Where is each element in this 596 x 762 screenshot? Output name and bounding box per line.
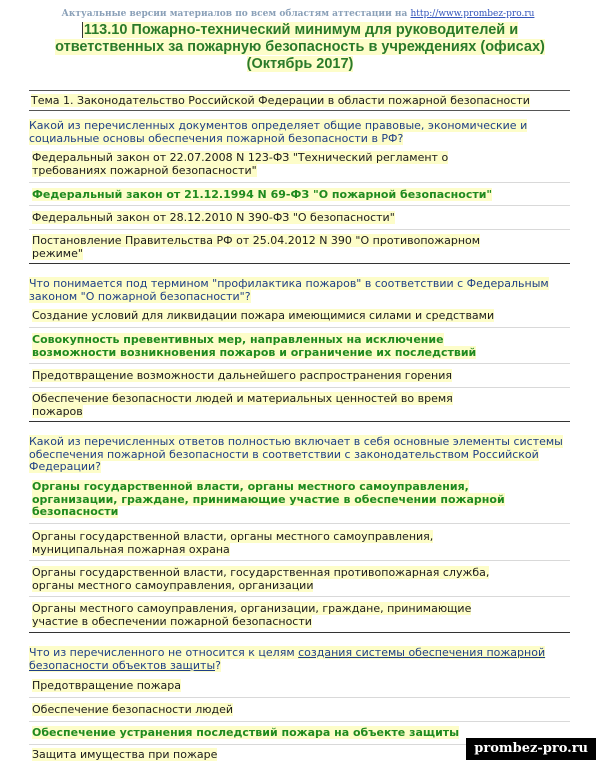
answer-line: Органы государственной власти, государственная противопожарная служба, (32, 566, 490, 579)
title-line-1: 113.10 Пожарно-технический минимум для руководителей и (83, 22, 519, 38)
divider (29, 632, 570, 633)
divider (29, 523, 570, 524)
question-line: ? (215, 658, 221, 672)
divider (29, 205, 570, 206)
answer-option (29, 567, 570, 592)
answer-line: режиме" (32, 246, 83, 260)
question-link[interactable]: создания системы обеспечения пожарной (298, 646, 546, 659)
answer-option (29, 152, 570, 177)
answer-line: возможности возникновения пожаров и ограничение их последствий (32, 345, 477, 359)
answer-option (29, 393, 570, 418)
answer-line: муниципальная пожарная охрана (32, 542, 230, 556)
answer-line: Совокупность превентивных мер, направленных на исключение (32, 333, 444, 346)
question-line: законом "О пожарной безопасности"? (29, 289, 251, 303)
answer-option (29, 680, 570, 693)
title-line-3: (Октябрь 2017) (246, 56, 354, 72)
answer-line: Органы государственной власти, органы местного самоуправления, (32, 530, 434, 543)
answer-option-correct (29, 189, 570, 202)
question-line: Федерации? (29, 460, 101, 473)
question-3 (29, 436, 574, 474)
answer-line: участие в обеспечении пожарной безопасности (32, 614, 312, 628)
divider (29, 363, 570, 364)
answer-line: Федеральный закон от 22.07.2008 N 123-ФЗ "Технический регламент о (32, 151, 449, 164)
header-prefix: Актуальные версии материалов по всем областям аттестации на (61, 9, 408, 19)
text-cursor-icon (82, 22, 83, 38)
answer-line: Защита имущества при пожаре (32, 748, 218, 761)
question-line: Какой из перечисленных ответов полностью включает в себя основные элементы системы (29, 435, 563, 448)
answer-line: Обеспечение безопасности людей и материальных ценностей во время (32, 392, 453, 405)
question-2 (29, 278, 574, 303)
question-line: Какой из перечисленных документов определяет общие правовые, экономические и (29, 119, 528, 132)
divider (29, 421, 570, 422)
divider (29, 229, 570, 230)
answer-line: Федеральный закон от 28.12.2010 N 390-ФЗ "О безопасности" (32, 211, 395, 224)
divider (29, 560, 570, 561)
divider (29, 182, 570, 183)
title-line-2: ответственных за пожарную безопасность в учреждениях (офисах) (55, 39, 545, 55)
question-line: обеспечения пожарной безопасности в соответствии с законодательством Российской (29, 447, 539, 461)
question-line: Что из перечисленного не относится к целям (29, 646, 299, 659)
answer-line: Федеральный закон от 21.12.1994 N 69-ФЗ "О пожарной безопасности" (32, 188, 493, 201)
answer-option (29, 704, 570, 717)
answer-line: органы местного самоуправления, организации (32, 578, 314, 592)
answer-line: безопасности (32, 505, 119, 518)
question-4 (29, 647, 574, 672)
answer-option (29, 235, 570, 260)
topic-heading (29, 90, 570, 111)
question-1 (29, 120, 574, 145)
answer-line: Создание условий для ликвидации пожара имеющимися силами и средствами (32, 309, 495, 322)
header-line (0, 9, 596, 19)
question-line: социальные основы обеспечения пожарной безопасности в РФ? (29, 131, 404, 145)
watermark-badge: prombez-pro.ru (466, 738, 596, 760)
answer-line: Постановление Правительства РФ от 25.04.2012 N 390 "О противопожарном (32, 234, 481, 247)
divider (29, 263, 570, 264)
answer-line: пожаров (32, 404, 83, 418)
divider (29, 387, 570, 388)
answer-option (29, 310, 570, 323)
topic-text: Тема 1. Законодательство Российской Федерации в области пожарной безопасности (31, 94, 530, 107)
question-line: Что понимается под термином "профилактика пожаров" в соответствии с Федеральным (29, 277, 549, 290)
answer-option (29, 603, 570, 628)
answer-option-correct (29, 481, 570, 519)
answer-line: Обеспечение устранения последствий пожара на объекте защиты (32, 726, 460, 739)
question-link[interactable]: безопасности объектов защиты (29, 658, 216, 672)
answer-line: Предотвращение пожара (32, 679, 181, 692)
answer-line: Органы местного самоуправления, организации, граждане, принимающие (32, 602, 472, 615)
answer-line: Органы государственной власти, органы местного самоуправления, (32, 480, 469, 493)
answer-option (29, 531, 570, 556)
answer-line: требованиях пожарной безопасности" (32, 163, 257, 177)
answer-option (29, 212, 570, 225)
divider (29, 327, 570, 328)
divider (29, 596, 570, 597)
answer-option-correct (29, 334, 570, 359)
answer-line: организации, граждане, принимающие участие в обеспечении пожарной (32, 492, 505, 506)
answer-option (29, 370, 570, 383)
header-url-link[interactable]: http://www.prombez-pro.ru (410, 9, 535, 19)
divider (29, 697, 570, 698)
answer-line: Предотвращение возможности дальнейшего распространения горения (32, 369, 453, 382)
document-title (30, 22, 570, 73)
answer-line: Обеспечение безопасности людей (32, 703, 234, 716)
divider (29, 721, 570, 722)
